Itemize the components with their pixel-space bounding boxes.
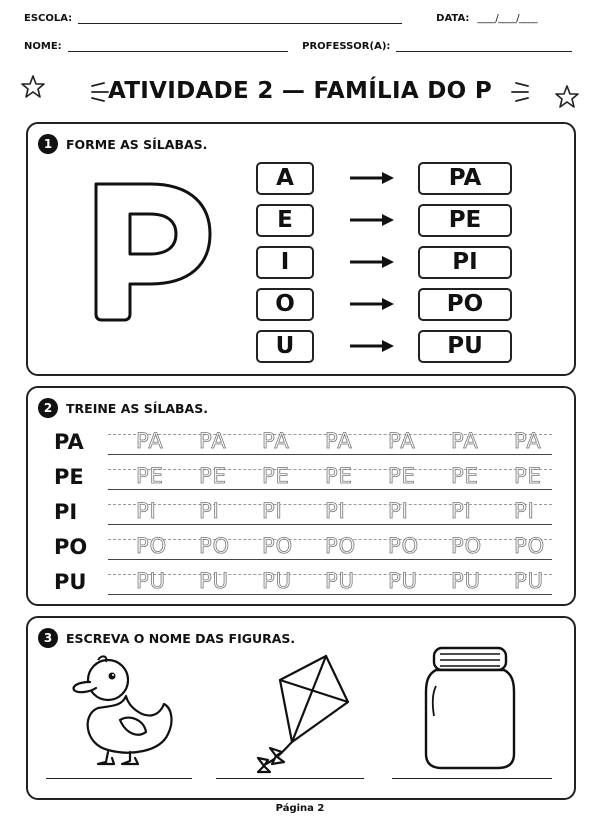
trace-syllable[interactable]: PU (199, 569, 230, 593)
section-form-syllables (26, 122, 576, 376)
escola-label: ESCOLA: (24, 13, 73, 24)
trace-syllable[interactable]: PE (514, 464, 542, 488)
trace-row (28, 566, 578, 600)
trace-syllable[interactable]: PA (388, 429, 416, 453)
page-footer: Página 2 (275, 803, 325, 814)
guide-line-base (108, 489, 552, 490)
section-trace-syllables (26, 386, 576, 606)
arrow-right-icon (350, 214, 394, 226)
trace-row (28, 531, 578, 565)
trace-syllable[interactable]: PI (199, 499, 220, 523)
section-number-badge: 1 (38, 134, 58, 154)
guide-line-base (108, 454, 552, 455)
trace-syllable[interactable]: PE (388, 464, 416, 488)
page-title: ATIVIDADE 2 — FAMÍLIA DO P (108, 78, 492, 104)
trace-syllable[interactable]: PE (199, 464, 227, 488)
trace-row-label: PU (54, 570, 87, 594)
trace-syllable[interactable]: PI (262, 499, 283, 523)
syllable-box: PU (418, 330, 512, 363)
vowel-box: I (256, 246, 314, 279)
trace-syllable[interactable]: PU (388, 569, 419, 593)
trace-syllable[interactable]: PA (199, 429, 227, 453)
vowel-box: A (256, 162, 314, 195)
star-right-icon (554, 84, 580, 110)
trace-syllable[interactable]: PU (514, 569, 545, 593)
trace-syllable[interactable]: PA (451, 429, 479, 453)
guide-line-base (108, 594, 552, 595)
trace-syllable[interactable]: PO (199, 534, 231, 558)
section-title: TREINE AS SÍLABAS. (66, 400, 208, 416)
big-letter-p-outline (88, 176, 218, 328)
jar-icon (420, 642, 520, 772)
professor-field[interactable] (396, 40, 572, 52)
trace-row-label: PO (54, 535, 88, 559)
section-title: ESCREVA O NOME DAS FIGURAS. (66, 630, 296, 646)
answer-line[interactable] (392, 778, 552, 779)
trace-syllable[interactable]: PO (514, 534, 546, 558)
answer-line[interactable] (216, 778, 364, 779)
trace-syllable[interactable]: PE (262, 464, 290, 488)
trace-syllable[interactable]: PA (262, 429, 290, 453)
trace-syllable[interactable]: PU (451, 569, 482, 593)
arrow-right-icon (350, 256, 394, 268)
trace-syllable[interactable]: PE (451, 464, 479, 488)
section-title: FORME AS SÍLABAS. (66, 136, 208, 152)
vowel-box: U (256, 330, 314, 363)
trace-syllable[interactable]: PI (325, 499, 346, 523)
trace-syllable[interactable]: PO (262, 534, 294, 558)
syllable-box: PE (418, 204, 512, 237)
trace-syllable[interactable]: PO (325, 534, 357, 558)
syllable-box: PI (418, 246, 512, 279)
section-write-names (26, 616, 576, 800)
syllable-box: PA (418, 162, 512, 195)
answer-line[interactable] (46, 778, 192, 779)
trace-syllable[interactable]: PI (451, 499, 472, 523)
escola-field[interactable] (78, 12, 402, 24)
trace-row-label: PI (54, 500, 78, 524)
trace-syllable[interactable]: PU (262, 569, 293, 593)
trace-syllable[interactable]: PE (136, 464, 164, 488)
trace-row (28, 426, 578, 460)
nome-field[interactable] (68, 40, 289, 52)
trace-row-label: PE (54, 465, 84, 489)
section-number-badge: 2 (38, 398, 58, 418)
sparkle-right-icon (508, 80, 530, 102)
trace-syllable[interactable]: PI (514, 499, 535, 523)
trace-syllable[interactable]: PA (514, 429, 542, 453)
syllable-box: PO (418, 288, 512, 321)
section-header (38, 628, 295, 648)
professor-label: PROFESSOR(A): (302, 41, 391, 52)
arrow-right-icon (350, 298, 394, 310)
big-letter-text: P (88, 176, 89, 177)
header-row-school (24, 12, 578, 24)
trace-syllable[interactable]: PO (388, 534, 420, 558)
trace-syllable[interactable]: PO (136, 534, 168, 558)
guide-line-base (108, 559, 552, 560)
trace-syllable[interactable]: PA (136, 429, 164, 453)
duck-icon (68, 648, 186, 766)
nome-label: NOME: (24, 41, 62, 52)
section-number-badge: 3 (38, 628, 58, 648)
header-row-name (24, 40, 578, 52)
data-label: DATA: (436, 13, 470, 24)
trace-syllable[interactable]: PU (325, 569, 356, 593)
arrow-right-icon (350, 172, 394, 184)
trace-syllable[interactable]: PA (325, 429, 353, 453)
trace-row (28, 496, 578, 530)
section-header (38, 134, 207, 154)
trace-syllable[interactable]: PI (388, 499, 409, 523)
trace-syllable[interactable]: PI (136, 499, 157, 523)
title-row (0, 72, 600, 112)
trace-row (28, 461, 578, 495)
trace-syllable[interactable]: PU (136, 569, 167, 593)
arrow-right-icon (350, 340, 394, 352)
section-header (38, 398, 208, 418)
vowel-box: O (256, 288, 314, 321)
data-field[interactable]: ____/____/____ (477, 13, 538, 24)
kite-icon (236, 650, 356, 774)
trace-syllable[interactable]: PE (325, 464, 353, 488)
trace-syllable[interactable]: PO (451, 534, 483, 558)
vowel-box: E (256, 204, 314, 237)
guide-line-base (108, 524, 552, 525)
trace-row-label: PA (54, 430, 84, 454)
